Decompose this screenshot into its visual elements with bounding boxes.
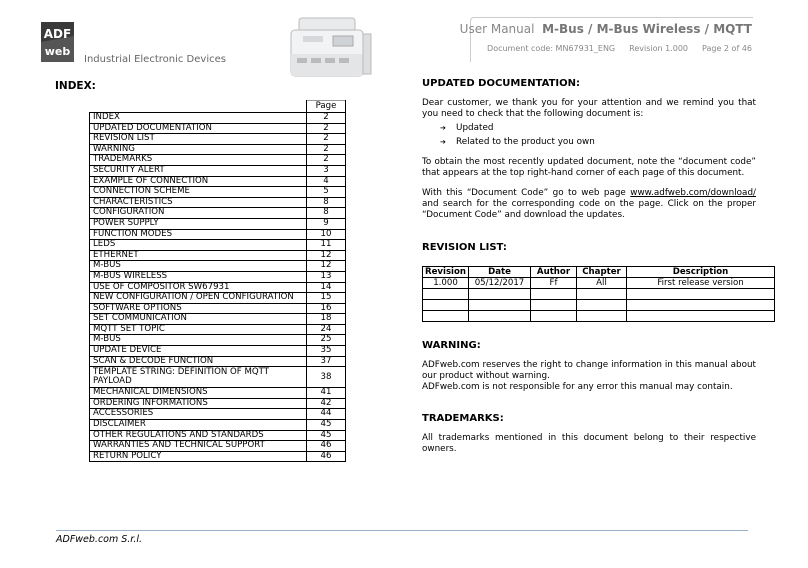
index-header-blank: [90, 101, 307, 113]
index-page-header: Page: [307, 101, 346, 113]
index-entry-label: LEDS: [90, 240, 307, 251]
index-row: [90, 155, 346, 166]
index-entry-page: 25: [307, 335, 346, 346]
footer-company: ADFweb.com S.r.l.: [56, 534, 143, 545]
trademarks-title: TRADEMARKS:: [422, 413, 504, 424]
revision-table: [422, 266, 775, 322]
index-row: [90, 451, 346, 462]
index-entry-label: M-BUS: [90, 261, 307, 272]
index-entry-page: 2: [307, 144, 346, 155]
bullet-item: [422, 123, 756, 134]
bullet-text: Updated: [456, 123, 494, 133]
index-entry-label: CONFIGURATION: [90, 208, 307, 219]
index-row: [90, 367, 346, 388]
trademarks-section: [422, 413, 756, 455]
index-row: [90, 409, 346, 420]
index-entry-label: POWER SUPPLY: [90, 218, 307, 229]
index-entry-label: INDEX: [90, 113, 307, 124]
index-table: [89, 100, 346, 462]
index-row: [90, 314, 346, 325]
index-entry-page: 38: [307, 367, 346, 388]
arrow-bullet-icon: ➔: [440, 138, 446, 146]
index-row: [90, 250, 346, 261]
index-entry-label: NEW CONFIGURATION / OPEN CONFIGURATION: [90, 293, 307, 304]
index-row: [90, 208, 346, 219]
index-entry-label: USE OF COMPOSITOR SW67931: [90, 282, 307, 293]
revision-row: [423, 289, 775, 300]
index-row: [90, 441, 346, 452]
chapter-col-header: Chapter: [577, 267, 627, 278]
page-number: Page 2 of 46: [702, 44, 752, 53]
index-entry-page: 11: [307, 240, 346, 251]
revision-cell: [469, 311, 531, 322]
index-entry-label: ACCESSORIES: [90, 409, 307, 420]
revision-cell: [627, 300, 775, 311]
updated-para3: [422, 188, 756, 221]
index-entry-page: 41: [307, 388, 346, 399]
index-row: [90, 303, 346, 314]
revision-cell: [627, 311, 775, 322]
index-entry-label: MECHANICAL DIMENSIONS: [90, 388, 307, 399]
updated-para2: To obtain the most recently updated document, note the “document code” that appears at the top right-hand corner of each page of this document.: [422, 157, 756, 178]
header-meta: [487, 44, 752, 53]
updated-bullets: [422, 123, 756, 148]
index-entry-page: 2: [307, 123, 346, 134]
revision-cell: [531, 300, 577, 311]
index-entry-page: 8: [307, 197, 346, 208]
revision-cell: All: [577, 278, 627, 289]
para3-before: With this “Document Code” go to web page: [422, 188, 631, 198]
index-row: [90, 176, 346, 187]
index-entry-page: 45: [307, 420, 346, 431]
index-row: [90, 324, 346, 335]
index-row: [90, 123, 346, 134]
device-image: [285, 14, 375, 80]
index-entry-page: 3: [307, 165, 346, 176]
revision-cell: [577, 300, 627, 311]
index-row: [90, 293, 346, 304]
revision-cell: [469, 300, 531, 311]
index-entry-label: CHARACTERISTICS: [90, 197, 307, 208]
revision-row: [423, 311, 775, 322]
index-entry-label: WARNING: [90, 144, 307, 155]
index-entry-page: 2: [307, 113, 346, 124]
revision-cell: [423, 289, 469, 300]
updated-title: UPDATED DOCUMENTATION:: [422, 78, 580, 89]
index-row: [90, 113, 346, 124]
author-col-header: Author: [531, 267, 577, 278]
index-entry-label: WARRANTIES AND TECHNICAL SUPPORT: [90, 441, 307, 452]
description-col-header: Description: [627, 267, 775, 278]
index-entry-page: 46: [307, 441, 346, 452]
revision-col-header: Revision: [423, 267, 469, 278]
index-entry-label: EXAMPLE OF CONNECTION: [90, 176, 307, 187]
revision-cell: 1.000: [423, 278, 469, 289]
index-header-row: [90, 101, 346, 113]
warning-line2: ADFweb.com is not responsible for any error this manual may contain.: [422, 382, 733, 392]
revision-title: REVISION LIST:: [422, 242, 507, 253]
index-row: [90, 356, 346, 367]
revision-number: Revision 1.000: [629, 44, 689, 53]
index-entry-label: OTHER REGULATIONS AND STANDARDS: [90, 430, 307, 441]
download-link[interactable]: www.adfweb.com/download/: [630, 188, 756, 198]
index-entry-page: 37: [307, 356, 346, 367]
revision-cell: Ff: [531, 278, 577, 289]
index-row: [90, 430, 346, 441]
revision-cell: [577, 289, 627, 300]
index-entry-page: 12: [307, 250, 346, 261]
index-entry-label: UPDATE DEVICE: [90, 346, 307, 357]
index-row: [90, 197, 346, 208]
index-row: [90, 229, 346, 240]
index-entry-label: SCAN & DECODE FUNCTION: [90, 356, 307, 367]
index-entry-label: CONNECTION SCHEME: [90, 187, 307, 198]
index-entry-page: 2: [307, 155, 346, 166]
index-entry-label: SOFTWARE OPTIONS: [90, 303, 307, 314]
index-entry-label: ORDERING INFORMATIONS: [90, 398, 307, 409]
manual-label: User Manual: [459, 22, 535, 36]
index-entry-label: SET COMMUNICATION: [90, 314, 307, 325]
index-entry-label: FUNCTION MODES: [90, 229, 307, 240]
index-entry-page: 13: [307, 271, 346, 282]
index-entry-page: 24: [307, 324, 346, 335]
revision-cell: [423, 311, 469, 322]
product-name: M-Bus / M-Bus Wireless / MQTT: [542, 22, 752, 36]
index-entry-page: 10: [307, 229, 346, 240]
index-row: [90, 165, 346, 176]
revision-row: [423, 278, 775, 289]
index-entry-label: SECURITY ALERT: [90, 165, 307, 176]
revision-cell: [423, 300, 469, 311]
revision-cell: [577, 311, 627, 322]
index-entry-page: 2: [307, 134, 346, 145]
index-row: [90, 420, 346, 431]
index-entry-page: 4: [307, 176, 346, 187]
index-entry-label: RETURN POLICY: [90, 451, 307, 462]
updated-intro: Dear customer, we thank you for your attention and we remind you that you need to check that the following document is:: [422, 98, 756, 119]
index-row: [90, 134, 346, 145]
index-entry-label: TRADEMARKS: [90, 155, 307, 166]
index-row: [90, 187, 346, 198]
index-row: [90, 261, 346, 272]
index-entry-page: 9: [307, 218, 346, 229]
index-row: [90, 240, 346, 251]
arrow-bullet-icon: ➔: [440, 124, 446, 132]
revision-cell: [627, 289, 775, 300]
warning-section: [422, 340, 756, 393]
index-entry-page: 35: [307, 346, 346, 357]
revision-header-row: [423, 267, 775, 278]
tagline: Industrial Electronic Devices: [84, 54, 226, 65]
index-title: INDEX:: [55, 80, 96, 92]
revision-cell: First release version: [627, 278, 775, 289]
date-col-header: Date: [469, 267, 531, 278]
revision-row: [423, 300, 775, 311]
logo-text-top: ADF: [43, 27, 72, 41]
index-entry-label: ETHERNET: [90, 250, 307, 261]
index-entry-label: DISCLAIMER: [90, 420, 307, 431]
logo-text-bottom: web: [44, 45, 71, 58]
index-entry-page: 12: [307, 261, 346, 272]
footer-divider: [56, 530, 748, 531]
index-row: [90, 346, 346, 357]
index-row: [90, 282, 346, 293]
document-code: Document code: MN67931_ENG: [487, 44, 616, 53]
para3-after: and search for the corresponding code on the page. Click on the proper “Document Code” and download the updates.: [422, 199, 756, 220]
warning-line1: ADFweb.com reserves the right to change information in this manual about our product without warning.: [422, 360, 756, 381]
index-row: [90, 388, 346, 399]
warning-title: WARNING:: [422, 340, 481, 351]
bullet-item: [422, 137, 756, 148]
bullet-text: Related to the product you own: [456, 137, 595, 147]
index-entry-label: UPDATED DOCUMENTATION: [90, 123, 307, 134]
index-row: [90, 218, 346, 229]
revision-cell: [531, 311, 577, 322]
index-entry-label: REVISION LIST: [90, 134, 307, 145]
index-entry-page: 45: [307, 430, 346, 441]
index-row: [90, 335, 346, 346]
revision-cell: [531, 289, 577, 300]
index-entry-label: MQTT SET TOPIC: [90, 324, 307, 335]
revision-cell: [469, 289, 531, 300]
updated-documentation-section: [422, 78, 756, 221]
index-row: [90, 271, 346, 282]
index-row: [90, 144, 346, 155]
index-entry-label: M-BUS WIRELESS: [90, 271, 307, 282]
index-entry-page: 5: [307, 187, 346, 198]
header-title: [460, 22, 752, 36]
adfweb-logo: [41, 22, 74, 62]
index-entry-page: 42: [307, 398, 346, 409]
index-entry-page: 44: [307, 409, 346, 420]
index-entry-label: TEMPLATE STRING: DEFINITION OF MQTT PAYLOAD: [90, 367, 307, 388]
index-row: [90, 398, 346, 409]
trademarks-text: All trademarks mentioned in this document belong to their respective owners.: [422, 433, 756, 454]
index-entry-page: 18: [307, 314, 346, 325]
index-entry-page: 8: [307, 208, 346, 219]
revision-cell: 05/12/2017: [469, 278, 531, 289]
index-entry-label: M-BUS: [90, 335, 307, 346]
index-entry-page: 15: [307, 293, 346, 304]
index-entry-page: 16: [307, 303, 346, 314]
index-entry-page: 46: [307, 451, 346, 462]
index-entry-page: 14: [307, 282, 346, 293]
